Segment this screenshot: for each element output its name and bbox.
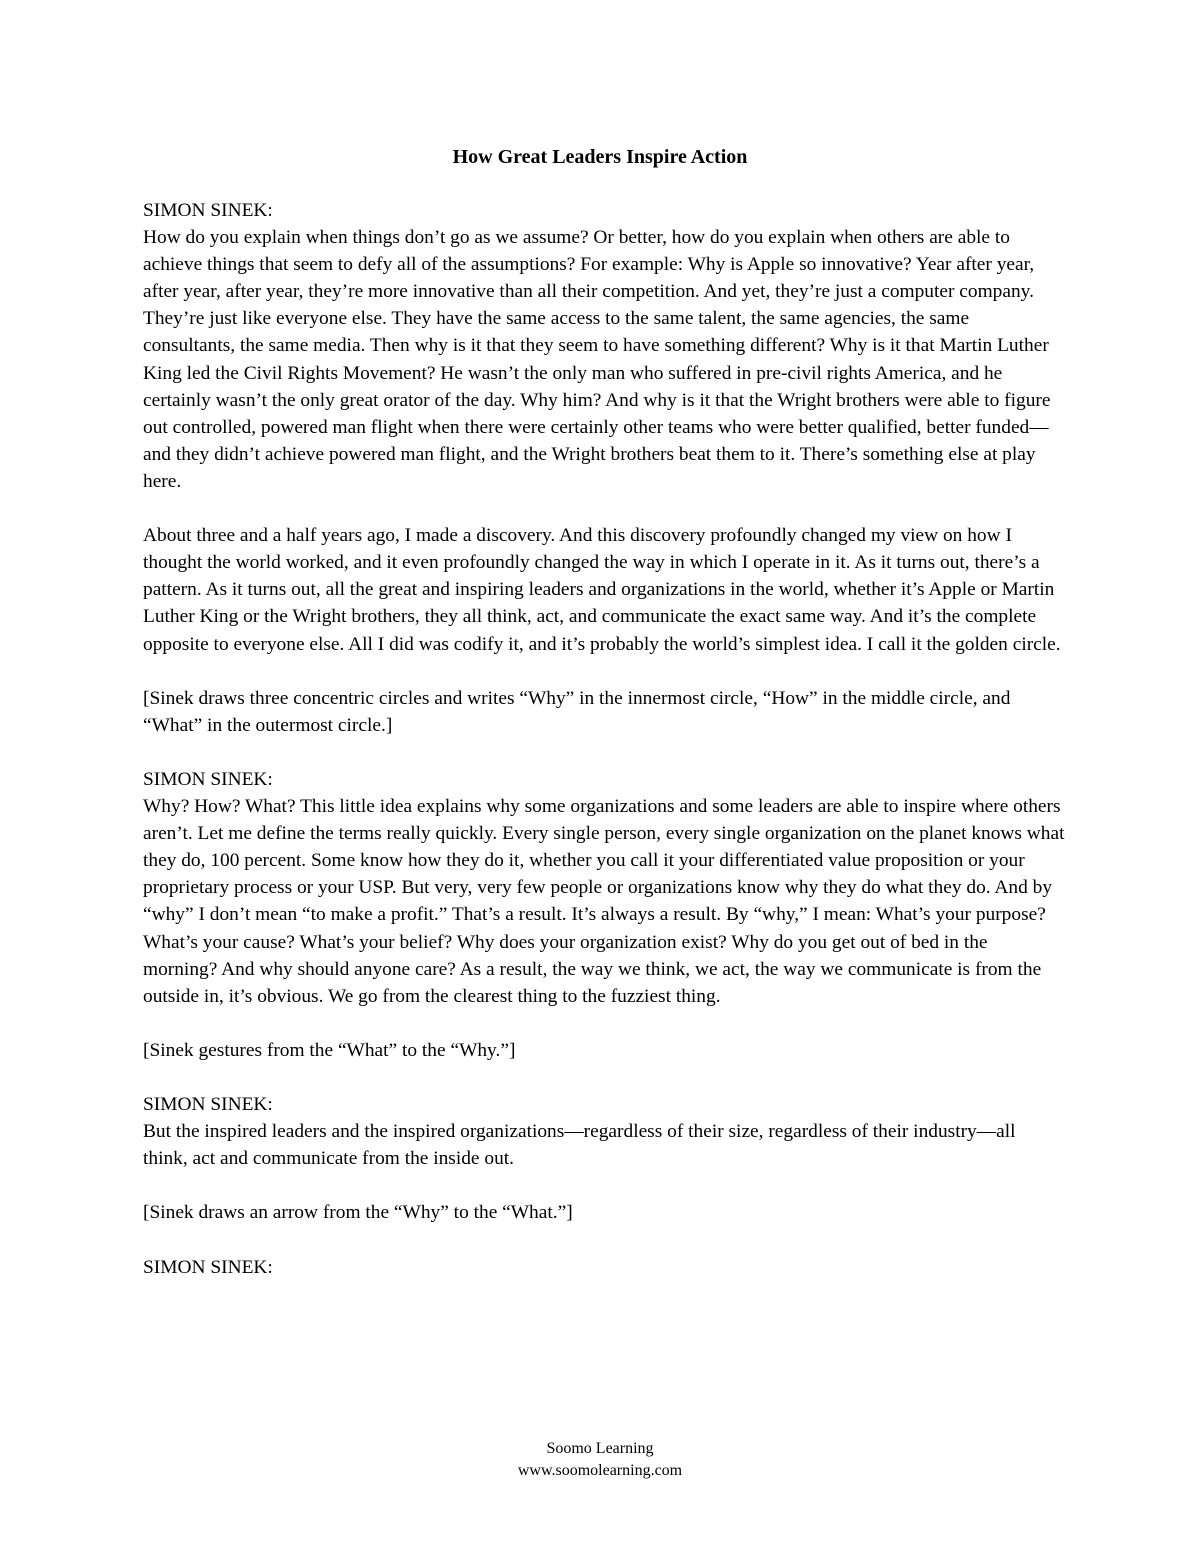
stage-direction-block-7	[143, 1199, 1065, 1226]
transcript-paragraph: About three and a half years ago, I made a discovery. And this discovery profoundly changed my view on how I thought the world worked, and it even profoundly changed the way in which I operate in it. As it turns out, there’s a pattern. As it turns out, all the great and inspiring leaders and organizations in the world, whether it’s Apple or Martin Luther King or the Wright brothers, they all think, act, and communicate the exact same way. And it’s the complete opposite to everyone else. All I did was codify it, and it’s probably the world’s simplest idea. I call it the golden circle.	[143, 525, 1061, 655]
stage-direction: [Sinek draws three concentric circles and writes “Why” in the innermost circle, “How” in the middle circle, and “What” in the outermost circle.]	[143, 687, 1011, 736]
stage-direction: [Sinek draws an arrow from the “Why” to the “What.”]	[143, 1202, 573, 1224]
transcript-body	[143, 197, 1065, 1308]
stage-direction-block-5	[143, 1037, 1065, 1064]
transcript-block-1	[143, 197, 1065, 495]
page-footer	[0, 1438, 1200, 1482]
transcript-block-8	[143, 1254, 1065, 1281]
transcript-block-4	[143, 766, 1065, 1010]
transcript-paragraph: How do you explain when things don’t go as we assume? Or better, how do you explain when others are able to achieve things that seem to defy all of the assumptions? For example: Why is Apple so innovative? Year after year, after year, after year, they’re more innovative than all their competition. And yet, they’re just a computer company. They’re just like everyone else. They have the same access to the same talent, the same agencies, the same consultants, the same media. Then why is it that they seem to have something different? Why is it that Martin Luther King led the Civil Rights Movement? He wasn’t the only man who suffered in pre-civil rights America, and he certainly wasn’t the only great orator of the day. Why him? And why is it that the Wright brothers were able to figure out controlled, powered man flight when there were certainly other teams who were better qualified, better funded—and they didn’t achieve powered man flight, and the Wright brothers beat them to it. There’s something else at play here.	[143, 227, 1051, 492]
footer-website: www.soomolearning.com	[517, 1462, 683, 1479]
speaker-label: SIMON SINEK:	[143, 768, 273, 790]
transcript-block-6	[143, 1091, 1065, 1172]
speaker-label: SIMON SINEK:	[143, 1256, 273, 1278]
stage-direction-block-3	[143, 685, 1065, 739]
transcript-paragraph: But the inspired leaders and the inspired organizations—regardless of their size, regardless of their industry—all think, act and communicate from the inside out.	[143, 1121, 1016, 1170]
footer-publisher: Soomo Learning	[546, 1440, 654, 1457]
document-title: How Great Leaders Inspire Action	[452, 146, 748, 168]
transcript-paragraph: Why? How? What? This little idea explains why some organizations and some leaders are able to inspire where others aren’t. Let me define the terms really quickly. Every single person, every single organization on the planet knows what they do, 100 percent. Some know how they do it, whether you call it your differentiated value proposition or your proprietary process or your USP. But very, very few people or organizations know why they do what they do. And by “why” I don’t mean “to make a profit.” That’s a result. It’s always a result. By “why,” I mean: What’s your purpose? What’s your cause? What’s your belief? Why does your organization exist? Why do you get out of bed in the morning? And why should anyone care? As a result, the way we think, we act, the way we communicate is from the outside in, it’s obvious. We go from the clearest thing to the fuzziest thing.	[143, 796, 1065, 1007]
transcript-block-2	[143, 522, 1065, 657]
speaker-label: SIMON SINEK:	[143, 1094, 273, 1116]
speaker-label: SIMON SINEK:	[143, 200, 273, 221]
stage-direction: [Sinek gestures from the “What” to the “Why.”]	[143, 1039, 516, 1061]
